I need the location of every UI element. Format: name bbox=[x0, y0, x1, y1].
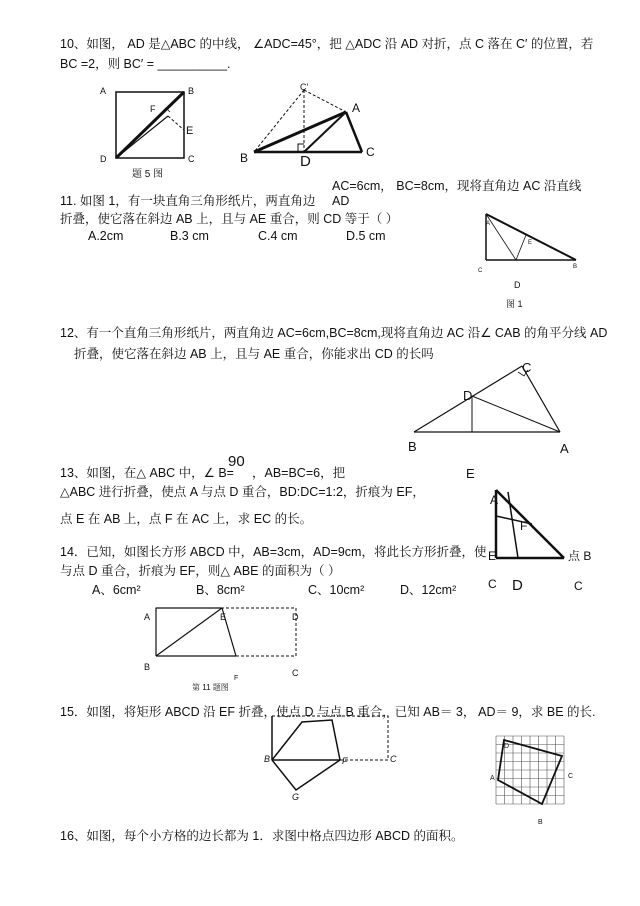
q14-label-c: C bbox=[292, 668, 299, 678]
q10-fold-figure bbox=[236, 82, 396, 172]
q11-context: AC=6cm， BC=8cm，现将直角边 AC 沿直线 bbox=[332, 179, 582, 193]
q14-fig-caption: 第 11 题图 bbox=[192, 683, 229, 692]
q11-figure bbox=[476, 208, 586, 312]
q14-option-a: A、6cm² bbox=[92, 583, 141, 597]
q11-line1: 11. 如图 1，有一块直角三角形纸片，两直角边 bbox=[60, 194, 316, 208]
q12-label-e: E bbox=[466, 466, 475, 481]
q15-label-b: B bbox=[264, 754, 271, 764]
q11-label-d: D bbox=[514, 280, 521, 290]
q13-line1b: ，AB=BC=6，把 bbox=[252, 466, 346, 480]
q13-label-f: F bbox=[520, 519, 528, 533]
q10-line1: 10、如图， AD 是△ABC 的中线， ∠ADC=45°，把 △ADC 沿 AD 对折，点 C 落在 C′ 的位置，若 bbox=[60, 37, 594, 51]
q10-label-a: A bbox=[352, 101, 361, 115]
q16-label-b: B bbox=[538, 819, 543, 826]
q13-line2: △ABC 进行折叠，使点 A 与点 D 重合，BD:DC=1:2，折痕为 EF， bbox=[60, 485, 425, 499]
q16-line1: 16、如图，每个小方格的边长都为 1．求图中格点四边形 ABCD 的面积。 bbox=[60, 829, 464, 843]
q16-label-a: A bbox=[490, 775, 495, 782]
q10-label-c: C bbox=[366, 145, 375, 159]
q11-option-a: A.2cm bbox=[88, 229, 124, 243]
q12-label-c: C bbox=[522, 360, 532, 375]
q10-label-d: D bbox=[300, 153, 311, 170]
q14-line1: 14．已知，如图长方形 ABCD 中，AB=3cm，AD=9cm，将此长方形折叠，使 bbox=[60, 545, 487, 559]
q14-option-d: D、12cm² bbox=[400, 583, 457, 597]
q12-label-b: B bbox=[408, 439, 417, 454]
fig5-label-a: A bbox=[100, 86, 107, 96]
fig5-label-c: C bbox=[188, 154, 195, 164]
fig5-label-e: E bbox=[186, 125, 194, 137]
q13-label-c: C bbox=[488, 577, 497, 591]
q14-option-b: B、8cm² bbox=[196, 583, 245, 597]
q11-option-b: B.3 cm bbox=[170, 229, 209, 243]
fig5-label-f: F bbox=[150, 104, 156, 114]
q15-line1: 15．如图，将矩形 ABCD 沿 EF 折叠，使点 D 与点 B 重合，已知 AB＝ 3， AD＝ 9，求 BE 的长. bbox=[60, 705, 596, 719]
q15-label-g: G bbox=[292, 792, 300, 802]
q15-label-f: F bbox=[342, 756, 348, 766]
q13-label-e: E bbox=[488, 549, 497, 563]
q14-option-c: C、10cm² bbox=[308, 583, 365, 597]
q12-label-d: D bbox=[463, 388, 473, 403]
q14-label-d: D bbox=[292, 612, 299, 622]
q12-line2: 折叠，使它落在斜边 AB 上，且与 AE 重合，你能求出 CD 的长吗 bbox=[74, 347, 434, 361]
q13-label-a: A bbox=[490, 493, 499, 507]
q11-label-e: E bbox=[528, 240, 533, 246]
q12-label-a: A bbox=[560, 441, 569, 456]
q13-label-b: 点 B bbox=[568, 549, 592, 563]
q11-option-d: D.5 cm bbox=[346, 229, 386, 243]
q13-line3: 点 E 在 AB 上，点 F 在 AC 上，求 EC 的长。 bbox=[60, 512, 313, 526]
q11-fig-caption: 图 1 bbox=[506, 299, 523, 309]
q14-figure bbox=[140, 604, 320, 694]
q11-option-c: C.4 cm bbox=[258, 229, 298, 243]
q10-label-c-prime: C′ bbox=[300, 82, 309, 92]
fig5-caption: 题 5 图 bbox=[132, 169, 164, 180]
q14-line2: 与点 D 重合，折痕为 EF，则△ ABE 的面积为（ ） bbox=[60, 564, 341, 578]
q15-figure bbox=[256, 712, 406, 802]
q11-label-a: A bbox=[486, 221, 491, 227]
q14-label-a: A bbox=[144, 612, 151, 622]
q14-label-b: B bbox=[144, 662, 151, 672]
q11-line2: 折叠，使它落在斜边 AB 上，且与 AE 重合，则 CD 等于（ ） bbox=[60, 212, 399, 226]
q13-angle: 90 bbox=[228, 453, 245, 470]
q10-square-figure bbox=[96, 82, 206, 182]
q12-figure bbox=[400, 358, 580, 481]
q13-label-d: D bbox=[512, 577, 523, 594]
q13-figure bbox=[484, 480, 604, 600]
q10-line2: BC =2，则 BC′ = __________. bbox=[60, 57, 231, 71]
q13-line1a: 13、如图，在△ ABC 中，∠ B= bbox=[60, 466, 234, 480]
q16-label-c: C bbox=[568, 773, 574, 780]
fig5-label-b: B bbox=[188, 86, 195, 96]
q16-label-d: D bbox=[504, 743, 510, 750]
q14-label-f: F bbox=[234, 675, 239, 682]
q15-label-c: C bbox=[390, 754, 397, 764]
q12-line1: 12、有一个直角三角形纸片，两直角边 AC=6cm,BC=8cm,现将直角边 AC 沿∠ CAB 的角平分线 AD bbox=[60, 326, 608, 340]
q10-label-b: B bbox=[240, 151, 249, 165]
q11-ad: AD bbox=[332, 194, 350, 208]
fig5-label-d: D bbox=[100, 154, 107, 164]
q13-label-c2: C bbox=[574, 579, 583, 593]
q11-label-c: C bbox=[478, 268, 483, 274]
q11-label-b: B bbox=[573, 264, 578, 270]
q16-figure bbox=[488, 730, 578, 830]
q14-label-e: E bbox=[220, 612, 227, 622]
